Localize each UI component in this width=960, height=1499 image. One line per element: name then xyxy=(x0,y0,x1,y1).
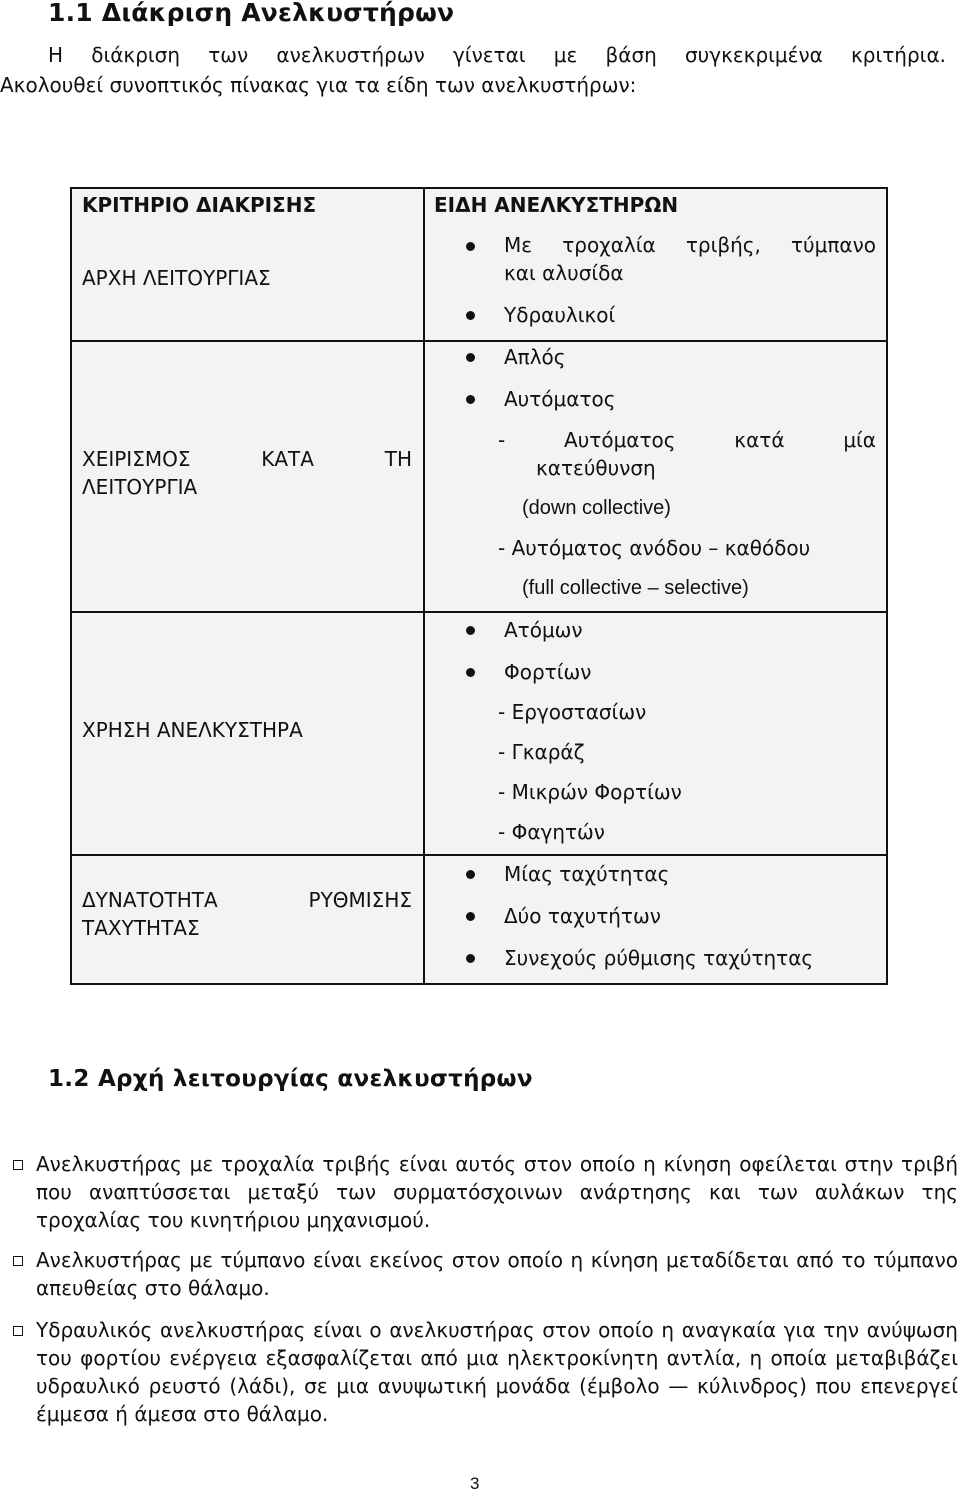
paragraph-traction: Ανελκυστήρας με τροχαλία τριβής είναι αυτός στον οποίο η κίνηση οφείλεται στην τριβή που αναπτύσσεται μεταξύ των συρματόσχοινων ανάρτησης και των αυλάκων της τροχαλίας του κινητήριου μηχανισμού. xyxy=(36,1152,958,1232)
type-down-collective-line1: - Αυτόματος κατά μία xyxy=(498,428,876,452)
bullet-dot xyxy=(466,668,475,677)
type-full-collective-en: (full collective – selective) xyxy=(522,577,749,599)
type-small-goods: - Μικρών Φορτίων xyxy=(498,780,682,804)
table-border-top xyxy=(70,187,888,189)
elevator-types-table xyxy=(70,187,888,985)
bullet-dot xyxy=(466,912,475,921)
criterion-usage: ΧΡΗΣΗ ΑΝΕΛΚΥΣΤΗΡΑ xyxy=(82,718,303,742)
checkbox-bullet-icon xyxy=(13,1160,23,1170)
header-types: ΕΙΔΗ ΑΝΕΛΚΥΣΤΗΡΩΝ xyxy=(434,193,679,217)
table-border-right xyxy=(886,187,888,985)
type-hydraulic: Υδραυλικοί xyxy=(504,303,616,327)
table-row-divider-2 xyxy=(70,611,888,613)
type-garage: - Γκαράζ xyxy=(498,740,585,764)
type-variable-speed: Συνεχούς ρύθμισης ταχύτητας xyxy=(504,946,814,970)
bullet-dot xyxy=(466,311,475,320)
bullet-dot xyxy=(466,353,475,362)
header-criterion: ΚΡΙΤΗΡΙΟ ΔΙΑΚΡΙΣΗΣ xyxy=(82,193,317,217)
criterion-speed-line2: ΤΑΧΥΤΗΤΑΣ xyxy=(82,916,200,940)
table-border-bottom xyxy=(70,983,888,985)
bullet-dot xyxy=(466,870,475,879)
type-full-collective: - Αυτόματος ανόδου – καθόδου xyxy=(498,536,811,560)
paragraph-drum: Ανελκυστήρας με τύμπανο είναι εκείνος στον οποίο η κίνηση μεταδίδεται από το τύμπανο απευθείας στο θάλαμο. xyxy=(36,1248,958,1300)
type-automatic: Αυτόματος xyxy=(504,387,616,411)
section-title-1-1: 1.1 Διάκριση Ανελκυστήρων xyxy=(48,0,455,27)
intro-line-1: Η διάκριση των ανελκυστήρων γίνεται με βάση συγκεκριμένα κριτήρια. xyxy=(48,43,946,67)
bullet-dot xyxy=(466,954,475,963)
table-column-divider xyxy=(423,187,425,985)
type-traction-line2: και αλυσίδα xyxy=(504,261,624,285)
bullet-dot xyxy=(466,395,475,404)
section-title-1-2: 1.2 Αρχή λειτουργίας ανελκυστήρων xyxy=(48,1066,533,1092)
paragraph-hydraulic: Υδραυλικός ανελκυστήρας είναι ο ανελκυστήρας στον οποίο η αναγκαία για την ανύψωση του φορτίου ενέργεια εξασφαλίζεται από μια ηλεκτροκίνητη αντλία, η οποία μεταβιβάζει υδραυλικό ρευστό (λάδι), σε μια ανυψωτική μονάδα (έμβολο — κύλινδρος) που επενεργεί έμμεσα ή άμεσα στο θάλαμο. xyxy=(36,1318,958,1426)
table-row-divider-1 xyxy=(70,340,888,342)
bullet-dot xyxy=(466,242,475,251)
criterion-control-line2: ΛΕΙΤΟΥΡΓΙΑ xyxy=(82,475,198,499)
criterion-control-line1: ΧΕΙΡΙΣΜΟΣ ΚΑΤΑ ΤΗ xyxy=(82,447,412,471)
checkbox-bullet-icon xyxy=(13,1256,23,1266)
type-simple: Απλός xyxy=(504,345,566,369)
bullet-dot xyxy=(466,626,475,635)
type-single-speed: Μίας ταχύτητας xyxy=(504,862,670,886)
type-down-collective-en: (down collective) xyxy=(522,497,671,519)
type-goods: Φορτίων xyxy=(504,660,592,684)
intro-line-2: Ακολουθεί συνοπτικός πίνακας για τα είδη των ανελκυστήρων: xyxy=(0,73,637,97)
table-row-divider-3 xyxy=(70,854,888,856)
criterion-speed-line1: ΔΥΝΑΤΟΤΗΤΑ ΡΥΘΜΙΣΗΣ xyxy=(82,888,412,912)
type-passengers: Ατόμων xyxy=(504,618,583,642)
checkbox-bullet-icon xyxy=(13,1326,23,1336)
type-factory: - Εργοστασίων xyxy=(498,700,647,724)
type-two-speed: Δύο ταχυτήτων xyxy=(504,904,661,928)
type-down-collective-line2: κατεύθυνση xyxy=(536,456,656,480)
type-food: - Φαγητών xyxy=(498,820,605,844)
page-number: 3 xyxy=(470,1474,480,1493)
table-border-left xyxy=(70,187,72,985)
criterion-operation-principle: ΑΡΧΗ ΛΕΙΤΟΥΡΓΙΑΣ xyxy=(82,266,271,290)
type-traction-line1: Με τροχαλία τριβής, τύμπανο xyxy=(504,233,876,257)
